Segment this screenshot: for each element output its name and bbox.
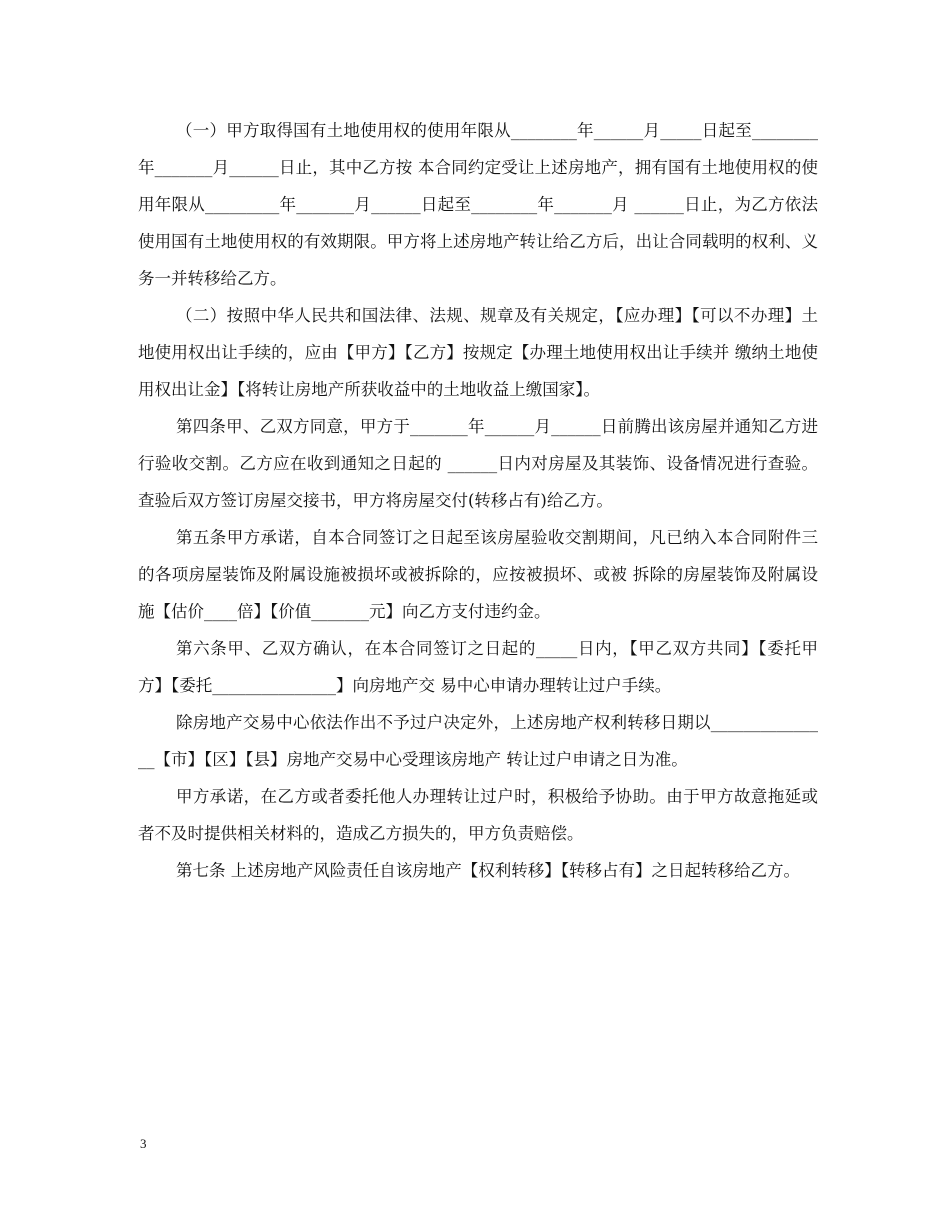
paragraph-land-use-term: （一）甲方取得国有土地使用权的使用年限从________年______月_____日起至________年_______月______日止，其中乙方按 本合同约定受让上述房地产，拥有国有土地使用权的使用年限从_________年_______月______日起至________年_______月 ______日止，为乙方依法使用国有土地使用权的有效期限。甲方将上述房地产转让给乙方后，出让合同载明的权利、义务一并转移给乙方。 <box>138 121 818 288</box>
document-body <box>138 112 818 889</box>
paragraph-article-7: 第七条 上述房地产风险责任自该房地产【权利转移】【转移占有】之日起转移给乙方。 <box>176 861 800 880</box>
page-number: 3 <box>140 1136 147 1151</box>
paragraph-article-4: 第四条甲、乙双方同意，甲方于_______年______月______日前腾出该房屋并通知乙方进行验收交割。乙方应在收到通知之日起的 ______日内对房屋及其装饰、设备情况进行查验。查验后双方签订房屋交接书，甲方将房屋交付(转移占有)给乙方。 <box>138 417 818 510</box>
paragraph-land-transfer-procedures: （二）按照中华人民共和国法律、法规、规章及有关规定，【应办理】【可以不办理】土地使用权出让手续的，应由【甲方】【乙方】按规定【办理土地使用权出让手续并 缴纳土地使用权出让金】【将转让房地产所获收益中的土地收益上缴国家】。 <box>138 306 818 399</box>
paragraph-article-6: 第六条甲、乙双方确认，在本合同签订之日起的_____日内，【甲乙双方共同】【委托甲方】【委托_______________】向房地产交 易中心申请办理转让过户手续。 <box>138 639 818 695</box>
paragraph-party-a-assistance: 甲方承诺，在乙方或者委托他人办理转让过户时，积极给予协助。由于甲方故意拖延或者不及时提供相关材料的，造成乙方损失的，甲方负责赔偿。 <box>138 787 818 843</box>
paragraph-transfer-date: 除房地产交易中心依法作出不予过户决定外，上述房地产权利转移日期以_______________【市】【区】【县】房地产交易中心受理该房地产 转让过户申请之日为准。 <box>138 713 818 769</box>
paragraph-article-5: 第五条甲方承诺，自本合同签订之日起至该房屋验收交割期间，凡已纳入本合同附件三的各项房屋装饰及附属设施被损坏或被拆除的，应按被损坏、或被 拆除的房屋装饰及附属设施【估价____倍】【价值_______元】向乙方支付违约金。 <box>138 528 818 621</box>
